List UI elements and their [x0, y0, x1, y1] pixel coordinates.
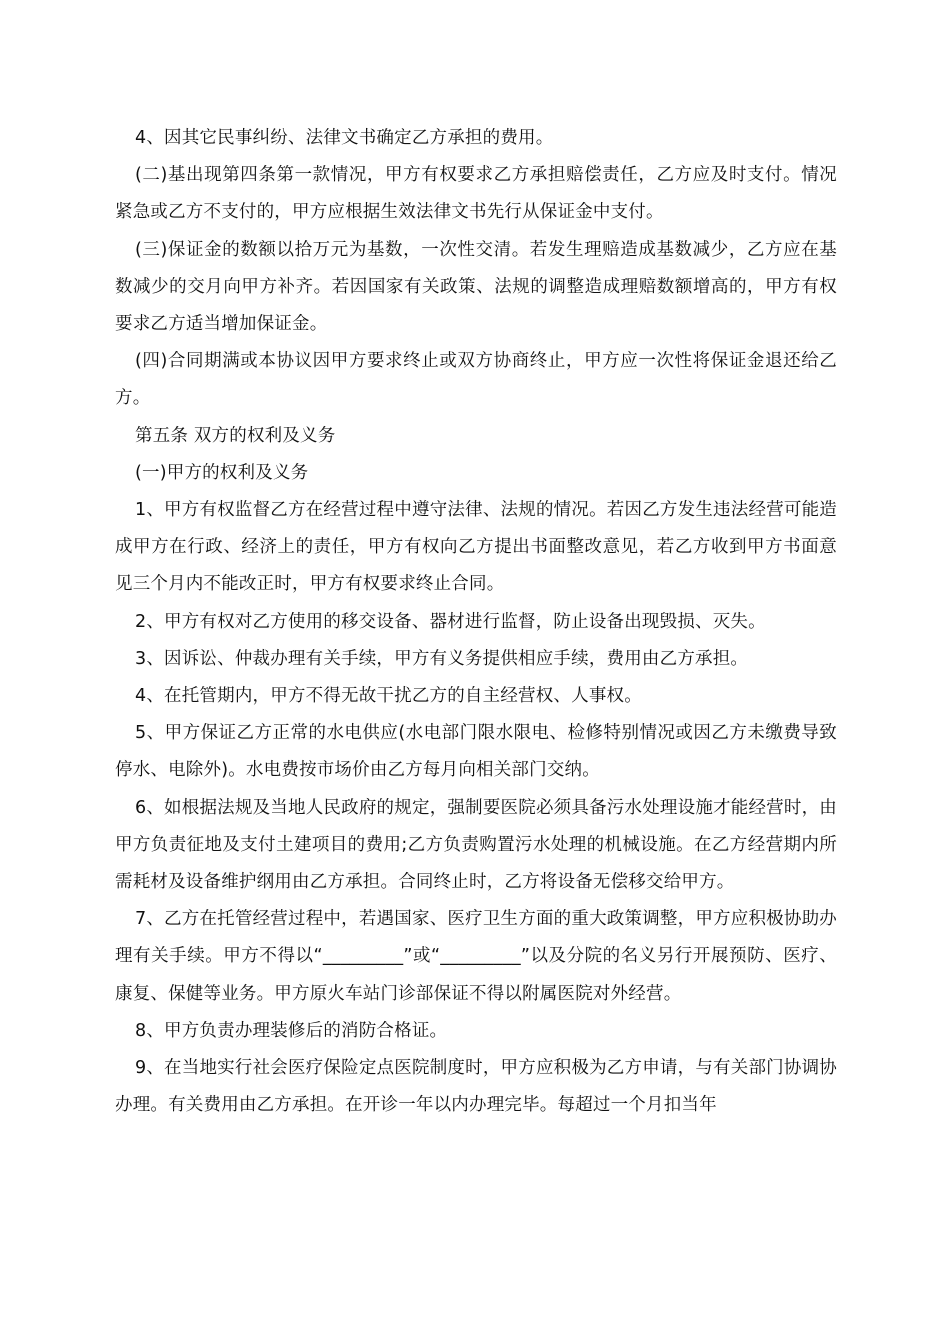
clause-1-supervision: 1、甲方有权监督乙方在经营过程中遵守法律、法规的情况。若因乙方发生违法经营可能造成甲方在行政、经济上的责任，甲方有权向乙方提出书面整改意见，若乙方收到甲方书面意见三个月内不能改正时，甲方有权要求终止合同。: [115, 500, 837, 595]
clause-4-other-fees: 4、因其它民事纠纷、法律文书确定乙方承担的费用。: [135, 128, 554, 148]
clause-9-medical-insurance: 9、在当地实行社会医疗保险定点医院制度时，甲方应积极为乙方申请，与有关部门协调协办理。有关费用由乙方承担。在开诊一年以内办理完毕。每超过一个月扣当年: [115, 1058, 837, 1116]
article-5-heading: 第五条 双方的权利及义务: [135, 425, 336, 446]
section-1-heading: (一)甲方的权利及义务: [135, 462, 309, 483]
paragraph-3-deposit-amount: (三)保证金的数额以拾万元为基数，一次性交清。若发生理赔造成基数减少，乙方应在基数减少的交月向甲方补齐。若因国家有关政策、法规的调整造成理赔数额增高的，甲方有权要求乙方适当增加保证金。: [115, 239, 837, 335]
paragraph-2-compensation: (二)基出现第四条第一款情况，甲方有权要求乙方承担赔偿责任，乙方应及时支付。情况紧急或乙方不支付的，甲方应根据生效法律文书先行从保证金中支付。: [115, 165, 837, 223]
clause-8-fire-certificate: 8、甲方负责办理装修后的消防合格证。: [135, 1020, 448, 1041]
clause-4-non-interference: 4、在托管期内，甲方不得无故干扰乙方的自主经营权、人事权。: [135, 686, 642, 707]
paragraph-4-deposit-refund: (四)合同期满或本协议因甲方要求终止或双方协商终止，甲方应一次性将保证金退还给乙方。: [115, 351, 837, 409]
clause-3-litigation: 3、因诉讼、仲裁办理有关手续，甲方有义务提供相应手续，费用由乙方承担。: [135, 648, 749, 669]
clause-7-policy-adjustment: 7、乙方在托管经营过程中，若遇国家、医疗卫生方面的重大政策调整，甲方应积极协助办理有关手续。甲方不得以“_________”或“_________”以及分院的名义另行开展预防、医疗、康复、保健等业务。甲方原火车站门诊部保证不得以附属医院对外经营。: [115, 909, 837, 1004]
document-page: [115, 120, 837, 1124]
clause-6-sewage: 6、如根据法规及当地人民政府的规定，强制要医院必须具备污水处理设施才能经营时，由甲方负责征地及支付土建项目的费用;乙方负责购置污水处理的机械设施。在乙方经营期内所需耗材及设备维护纲用由乙方承担。合同终止时，乙方将设备无偿移交给甲方。: [115, 797, 837, 893]
clause-2-equipment: 2、甲方有权对乙方使用的移交设备、器材进行监督，防止设备出现毁损、灭失。: [135, 611, 766, 632]
clause-5-utilities: 5、甲方保证乙方正常的水电供应(水电部门限水限电、检修特别情况或因乙方未缴费导致停水、电除外)。水电费按市场价由乙方每月向相关部门交纳。: [115, 723, 837, 781]
